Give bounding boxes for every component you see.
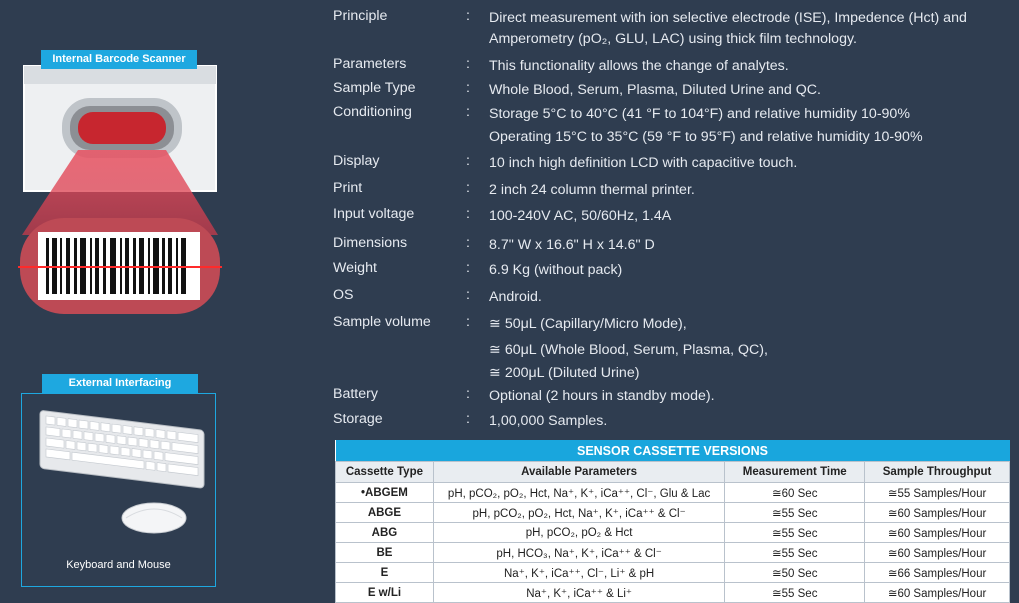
spec-value: 2 inch 24 column thermal printer. [489, 182, 695, 198]
table-row [336, 523, 1010, 543]
spec-key: Input voltage [333, 206, 415, 222]
spec-value: 1,00,000 Samples. [489, 413, 608, 429]
spec-key: Dimensions [333, 235, 408, 251]
spec-value: 6.9 Kg (without pack) [489, 262, 623, 278]
spec-key: Battery [333, 386, 378, 402]
spec-value: Android. [489, 289, 542, 305]
measurement-time-cell: ≅55 Sec [725, 503, 865, 523]
spec-value: 10 inch high definition LCD with capacitive touch. [489, 155, 798, 171]
table-row [336, 563, 1010, 583]
parameters-cell: Na⁺, K⁺, iCa⁺⁺, Cl⁻, Li⁺ & pH [433, 563, 724, 583]
spec-key: Print [333, 180, 363, 196]
left-panel [0, 0, 300, 601]
spec-key: OS [333, 287, 354, 303]
spec-value-2: Operating 15°C to 35°C (59 °F to 95°F) and relative humidity 10-90% [489, 129, 923, 145]
spec-key: Storage [333, 411, 383, 427]
throughput-cell: ≅60 Samples/Hour [865, 543, 1010, 563]
spec-key: Conditioning [333, 104, 412, 120]
column-header: Measurement Time [725, 462, 865, 483]
spec-key: Display [333, 153, 380, 169]
column-header: Sample Throughput [865, 462, 1010, 483]
spec-value: Direct measurement with ion selective electrode (ISE), Impedence (Hct) and Amperometry (pO₂, GLU, LAC) using thick film technology. [489, 10, 967, 47]
throughput-cell: ≅55 Samples/Hour [865, 483, 1010, 503]
parameters-cell: pH, pCO₂, pO₂, Hct, Na⁺, K⁺, iCa⁺⁺, Cl⁻, Glu & Lac [433, 483, 724, 503]
spec-key: Parameters [333, 56, 407, 72]
throughput-cell: ≅60 Samples/Hour [865, 523, 1010, 543]
table-row [336, 483, 1010, 503]
throughput-cell: ≅66 Samples/Hour [865, 563, 1010, 583]
scanner-title: Internal Barcode Scanner [41, 50, 197, 69]
measurement-time-cell: ≅50 Sec [725, 563, 865, 583]
table-header-row [336, 462, 1010, 483]
cassette-type: •ABGEM [336, 483, 434, 503]
spec-key: Weight [333, 260, 377, 276]
column-header: Cassette Type [336, 462, 434, 483]
spec-value: 8.7" W x 16.6" H x 14.6" D [489, 237, 655, 253]
throughput-cell: ≅60 Samples/Hour [865, 503, 1010, 523]
spec-value: Whole Blood, Serum, Plasma, Diluted Urine and QC. [489, 82, 821, 98]
parameters-cell: pH, pCO₂, pO₂, Hct, Na⁺, K⁺, iCa⁺⁺ & Cl⁻ [433, 503, 724, 523]
table-row [336, 503, 1010, 523]
cassette-type: ABG [336, 523, 434, 543]
cassette-type: E w/Li [336, 583, 434, 603]
spec-key: Sample volume [333, 314, 431, 330]
spec-value: 100-240V AC, 50/60Hz, 1.4A [489, 208, 672, 224]
measurement-time-cell: ≅55 Sec [725, 543, 865, 563]
keyboard-mouse-illustration [22, 400, 215, 550]
measurement-time-cell: ≅60 Sec [725, 483, 865, 503]
table-caption: SENSOR CASSETTE VERSIONS [336, 440, 1010, 462]
spec-value: ≅ 50μL (Capillary/Micro Mode), [489, 316, 687, 332]
spec-key: Principle [333, 8, 388, 24]
spec-value-3: ≅ 200μL (Diluted Urine) [489, 365, 640, 381]
table-row [336, 543, 1010, 563]
interface-title: External Interfacing [42, 374, 198, 393]
spec-value-2: ≅ 60μL (Whole Blood, Serum, Plasma, QC), [489, 342, 768, 358]
spec-key: Sample Type [333, 80, 416, 96]
cassette-type: ABGE [336, 503, 434, 523]
sensor-cassette-table [335, 440, 1010, 603]
measurement-time-cell: ≅55 Sec [725, 523, 865, 543]
spec-value: Optional (2 hours in standby mode). [489, 388, 715, 404]
measurement-time-cell: ≅55 Sec [725, 583, 865, 603]
parameters-cell: Na⁺, K⁺, iCa⁺⁺ & Li⁺ [433, 583, 724, 603]
spec-value: Storage 5°C to 40°C (41 °F to 104°F) and relative humidity 10-90% [489, 106, 910, 122]
cassette-type: E [336, 563, 434, 583]
spec-value: This functionality allows the change of analytes. [489, 58, 789, 74]
throughput-cell: ≅60 Samples/Hour [865, 583, 1010, 603]
interface-caption: Keyboard and Mouse [66, 559, 171, 571]
column-header: Available Parameters [433, 462, 724, 483]
table-row [336, 583, 1010, 603]
cassette-type: BE [336, 543, 434, 563]
parameters-cell: pH, pCO₂, pO₂ & Hct [433, 523, 724, 543]
parameters-cell: pH, HCO₃, Na⁺, K⁺, iCa⁺⁺ & Cl⁻ [433, 543, 724, 563]
